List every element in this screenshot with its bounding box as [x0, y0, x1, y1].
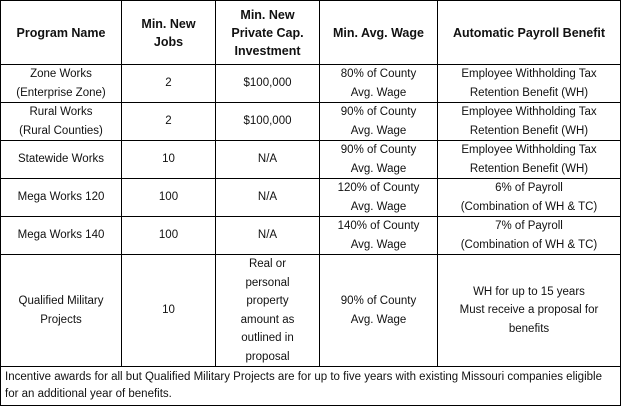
min-investment-cell: N/A: [216, 179, 320, 217]
table-row: [1, 141, 621, 179]
min-investment-cell: N/A: [216, 141, 320, 179]
min-wage-cell: 90% of County Avg. Wage: [320, 141, 438, 179]
program-name-cell: Mega Works 140: [1, 217, 122, 255]
payroll-benefit-cell: Employee Withholding Tax Retention Benefit (WH): [438, 141, 621, 179]
program-name-cell: Rural Works (Rural Counties): [1, 103, 122, 141]
min-investment-cell: $100,000: [216, 103, 320, 141]
header-row: [1, 1, 621, 65]
min-jobs-cell: 10: [122, 141, 216, 179]
min-wage-cell: 140% of County Avg. Wage: [320, 217, 438, 255]
min-investment-cell: $100,000: [216, 65, 320, 103]
table-row: [1, 103, 621, 141]
payroll-benefit-cell: 6% of Payroll (Combination of WH & TC): [438, 179, 621, 217]
header-automatic-payroll-benefit: Automatic Payroll Benefit: [438, 1, 621, 65]
program-name-cell: Mega Works 120: [1, 179, 122, 217]
min-wage-cell: 80% of County Avg. Wage: [320, 65, 438, 103]
footnote-text: Incentive awards for all but Qualified Military Projects are for up to five years with existing Missouri companies eligible for an additional year of benefits.: [1, 367, 621, 406]
min-wage-cell: 90% of County Avg. Wage: [320, 103, 438, 141]
payroll-benefit-cell: 7% of Payroll (Combination of WH & TC): [438, 217, 621, 255]
header-min-private-investment: Min. New Private Cap. Investment: [216, 1, 320, 65]
payroll-benefit-cell: Employee Withholding Tax Retention Benefit (WH): [438, 65, 621, 103]
min-investment-cell: Real or personal property amount as outlined in proposal: [216, 255, 320, 367]
min-jobs-cell: 100: [122, 217, 216, 255]
header-program-name: Program Name: [1, 1, 122, 65]
header-min-avg-wage: Min. Avg. Wage: [320, 1, 438, 65]
min-wage-cell: 90% of County Avg. Wage: [320, 255, 438, 367]
table-row: [1, 255, 621, 367]
payroll-benefit-cell: WH for up to 15 years Must receive a proposal for benefits: [438, 255, 621, 367]
header-min-new-jobs: Min. New Jobs: [122, 1, 216, 65]
min-jobs-cell: 10: [122, 255, 216, 367]
min-jobs-cell: 100: [122, 179, 216, 217]
table-row: [1, 65, 621, 103]
min-investment-cell: N/A: [216, 217, 320, 255]
min-jobs-cell: 2: [122, 65, 216, 103]
program-name-cell: Zone Works (Enterprise Zone): [1, 65, 122, 103]
program-name-cell: Qualified Military Projects: [1, 255, 122, 367]
min-jobs-cell: 2: [122, 103, 216, 141]
table-row: [1, 179, 621, 217]
table-row: [1, 217, 621, 255]
payroll-benefit-cell: Employee Withholding Tax Retention Benefit (WH): [438, 103, 621, 141]
min-wage-cell: 120% of County Avg. Wage: [320, 179, 438, 217]
program-name-cell: Statewide Works: [1, 141, 122, 179]
